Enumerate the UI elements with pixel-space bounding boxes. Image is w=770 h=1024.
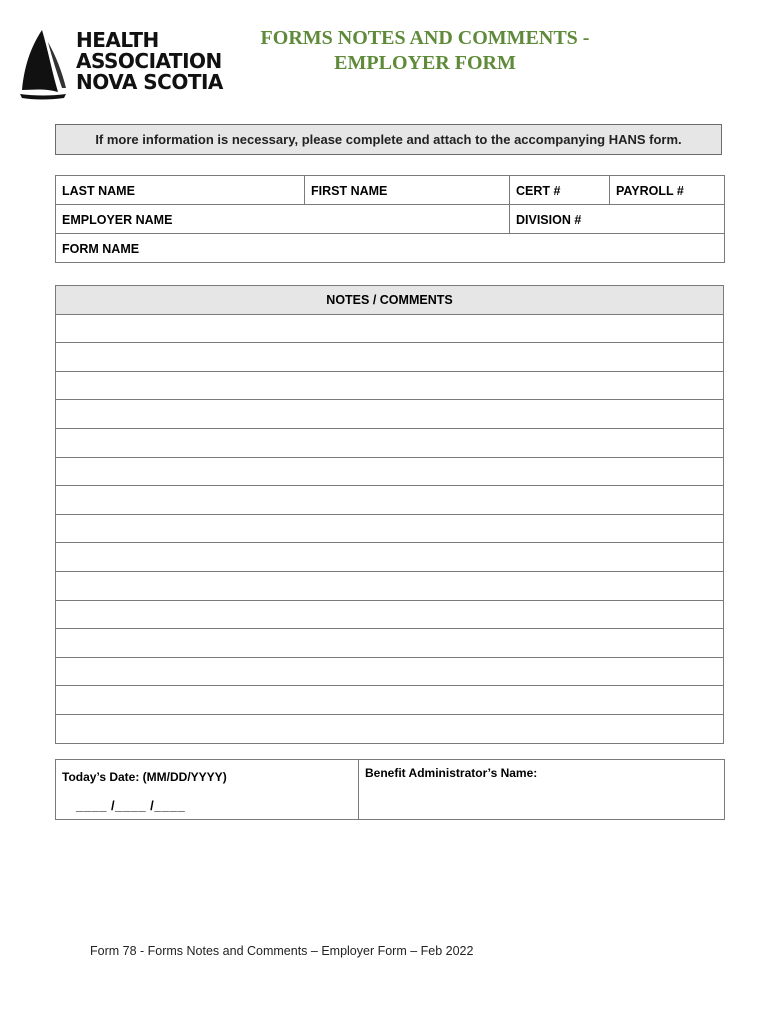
title-line-2: EMPLOYER FORM xyxy=(334,52,516,74)
page-title xyxy=(240,26,610,76)
notes-header: NOTES / COMMENTS xyxy=(56,286,724,315)
instruction-banner: If more information is necessary, please complete and attach to the accompanying HANS form. xyxy=(55,124,722,155)
notes-line-input[interactable] xyxy=(56,428,724,457)
date-field[interactable] xyxy=(56,760,359,820)
notes-line-input[interactable] xyxy=(56,400,724,429)
form-name-field[interactable] xyxy=(56,234,725,263)
administrator-name-field[interactable] xyxy=(359,760,725,820)
notes-line-input[interactable] xyxy=(56,543,724,572)
notes-line xyxy=(56,514,724,543)
notes-line xyxy=(56,543,724,572)
notes-line-input[interactable] xyxy=(56,714,724,743)
notes-line xyxy=(56,428,724,457)
notes-line-input[interactable] xyxy=(56,600,724,629)
notes-line xyxy=(56,714,724,743)
notes-line xyxy=(56,457,724,486)
first-name-label: FIRST NAME xyxy=(311,184,388,198)
date-blanks: ____ /____ /____ xyxy=(76,798,186,813)
first-name-field[interactable] xyxy=(305,176,510,205)
notes-line xyxy=(56,657,724,686)
division-label: DIVISION # xyxy=(516,213,582,227)
notes-line xyxy=(56,314,724,343)
notes-line-input[interactable] xyxy=(56,514,724,543)
info-row-employer xyxy=(56,205,725,234)
logo-line-2: ASSOCIATION xyxy=(76,49,222,73)
cert-field[interactable] xyxy=(510,176,610,205)
payroll-label: PAYROLL # xyxy=(616,184,684,198)
title-line-1: FORMS NOTES AND COMMENTS - xyxy=(260,27,590,49)
notes-line xyxy=(56,629,724,658)
last-name-label: LAST NAME xyxy=(62,184,135,198)
notes-lines xyxy=(56,314,724,743)
signature-table xyxy=(55,759,725,820)
logo-line-1: HEALTH xyxy=(76,28,159,52)
notes-line-input[interactable] xyxy=(56,371,724,400)
notes-line-input[interactable] xyxy=(56,571,724,600)
division-field[interactable] xyxy=(510,205,725,234)
notes-line-input[interactable] xyxy=(56,629,724,658)
employer-name-label: EMPLOYER NAME xyxy=(62,213,173,227)
employer-name-field[interactable] xyxy=(56,205,510,234)
notes-line-input[interactable] xyxy=(56,343,724,372)
notes-line-input[interactable] xyxy=(56,457,724,486)
payroll-field[interactable] xyxy=(610,176,725,205)
cert-label: CERT # xyxy=(516,184,561,198)
administrator-name-label: Benefit Administrator’s Name: xyxy=(365,766,538,780)
info-row-names xyxy=(56,176,725,205)
logo-wordmark xyxy=(76,30,223,93)
notes-line xyxy=(56,486,724,515)
organization-logo xyxy=(18,28,223,102)
notes-line xyxy=(56,571,724,600)
date-label: Today’s Date: (MM/DD/YYYY) xyxy=(62,770,227,784)
notes-line xyxy=(56,686,724,715)
info-row-form xyxy=(56,234,725,263)
notes-line-input[interactable] xyxy=(56,657,724,686)
notes-line xyxy=(56,343,724,372)
form-name-label: FORM NAME xyxy=(62,242,140,256)
employee-info-table xyxy=(55,175,725,263)
notes-line-input[interactable] xyxy=(56,486,724,515)
notes-table xyxy=(55,285,724,744)
logo-line-3: NOVA SCOTIA xyxy=(76,70,223,94)
sailboat-icon xyxy=(18,28,74,102)
notes-line xyxy=(56,371,724,400)
notes-line xyxy=(56,600,724,629)
last-name-field[interactable] xyxy=(56,176,305,205)
notes-line-input[interactable] xyxy=(56,686,724,715)
form-footer: Form 78 - Forms Notes and Comments – Employer Form – Feb 2022 xyxy=(90,944,474,958)
notes-line-input[interactable] xyxy=(56,314,724,343)
notes-line xyxy=(56,400,724,429)
